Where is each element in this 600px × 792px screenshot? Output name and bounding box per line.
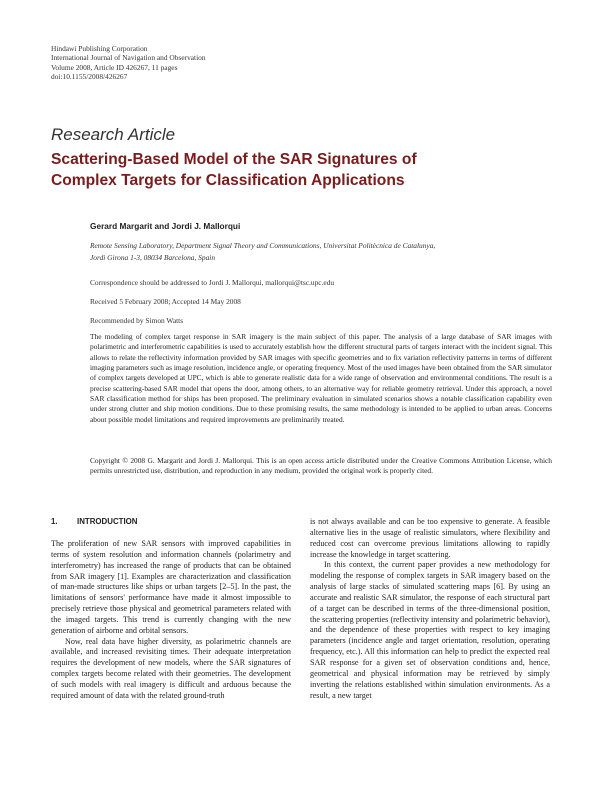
affiliation-line-2: Jordi Girona 1-3, 08034 Barcelona, Spain [90,253,216,262]
correspondence [90,277,550,289]
received-text: Received 5 February 2008; Accepted 14 May 2008 [90,297,241,306]
title-line-2: Complex Targets for Classification Applications [51,172,405,189]
affiliation-line-1: Remote Sensing Laboratory, Department Signal Theory and Communications, Universitat Politècnica de Catalunya, [90,241,436,250]
recommended-text: Recommended by Simon Watts [90,316,184,325]
intro-paragraph-1: The proliferation of new SAR sensors with improved capabilities in terms of system resolution and information channels (polarimetry and interferometry) has increased the range of products that can be obtained from SAR imagery [1]. Examples are characterization and classification of man-made structures like ships or urban targets [2–5]. In the past, the limitations of sensors' performance have made it almost impossible to precisely retrieve those physical and geometrical parameters related with the imaged targets. This trend is currently changing with the new generation of airborne and orbital sensors. [51,539,291,635]
volume-info: Volume 2008, Article ID 426267, 11 pages [51,62,178,72]
paper-title [51,149,551,191]
title-line-1: Scattering-Based Model of the SAR Signatures of [51,151,417,168]
copyright-notice: Copyright © 2008 G. Margarit and Jordi J. Mallorqui. This is an open access article distributed under the Creative Commons Attribution License, which permits unrestricted use, distribution, and reproduction in any medium, provided the original work is properly cited. [90,456,552,476]
intro-paragraph-3: In this context, the current paper provides a new methodology for modeling the response of complex targets in SAR imagery based on the analysis of large stacks of simulated scattering maps [6]. By using an accurate and realistic SAR simulator, the response of each structural part of a target can be described in terms of the three-dimensional position, the scattering properties (reflectivity intensity and polarimetric behavior), and the dependence of these properties with respect to key imaging parameters (incidence angle and target orientation, resolution, operating frequency, etc.). All this information can help to predict the expected real SAR response for a given set of observation conditions and, hence, geometrical and physical information may be retrieved by simply inverting the relations established within simulation environments. As a result, a new target [310,560,550,700]
authors: Gerard Margarit and Jordi J. Mallorqui [90,221,241,231]
intro-paragraph-2-continued: is not always available and can be too expensive to generate. A feasible alternative lies in the usage of realistic simulators, where flexibility and reduced cost can overcome previous limitations allowing to rapidly increase the knowledge in target scattering. [310,517,550,559]
correspondence-text: Correspondence should be addressed to Jordi J. Mallorqui, mallorqui@tsc.upc.edu [90,278,335,287]
section-number: 1. [51,517,58,526]
section-heading-introduction [51,517,138,526]
doi[interactable]: doi:10.1155/2008/426267 [51,71,128,81]
journal-header [51,44,206,81]
right-column [310,517,550,701]
section-title: INTRODUCTION [77,517,138,526]
affiliation [90,240,550,264]
publisher: Hindawi Publishing Corporation [51,44,148,53]
article-type: Research Article [51,125,176,144]
received-dates [90,296,550,308]
abstract: The modeling of complex target response in SAR imagery is the main subject of this paper. The analysis of a large database of SAR images with polarimetric and interferometric capabilities is used to accurately establish how the different structural parts of targets interact with the incident signal. This allows to relate the reflectivity information provided by SAR images with specific geometries and to fix variation reflectivity patterns in terms of different imaging parameters such as image resolution, incidence angle, or operating frequency. Most of the used images have been obtained from the SAR simulator of complex targets developed at UPC, which is able to generate realistic data for a wide range of observation and environmental conditions. The result is a precise scattering-based SAR model that opens the door, among others, to an alternative way for reliable geometry retrieval. Under this approach, a novel SAR classification method for ships has been proposed. The preliminary evaluation in simulated scenarios shows a notable classification capability even under strong clutter and ship motion conditions. Due to these promising results, the same methodology is intended to be applied to urban areas. Concerns about possible model limitations and required improvements are preliminarily treated. [90,332,552,424]
journal-name: International Journal of Navigation and Observation [51,53,206,63]
recommended-by [90,315,550,327]
left-column [51,539,291,702]
intro-paragraph-2: Now, real data have higher diversity, as polarimetric channels are available, and increased revisiting times. Their adequate interpretation requires the development of new models, where the SAR signatures of complex targets become related with their geometries. The development of such models with real imagery is difficult and arduous because the required amount of data with the related ground-truth [51,636,291,700]
